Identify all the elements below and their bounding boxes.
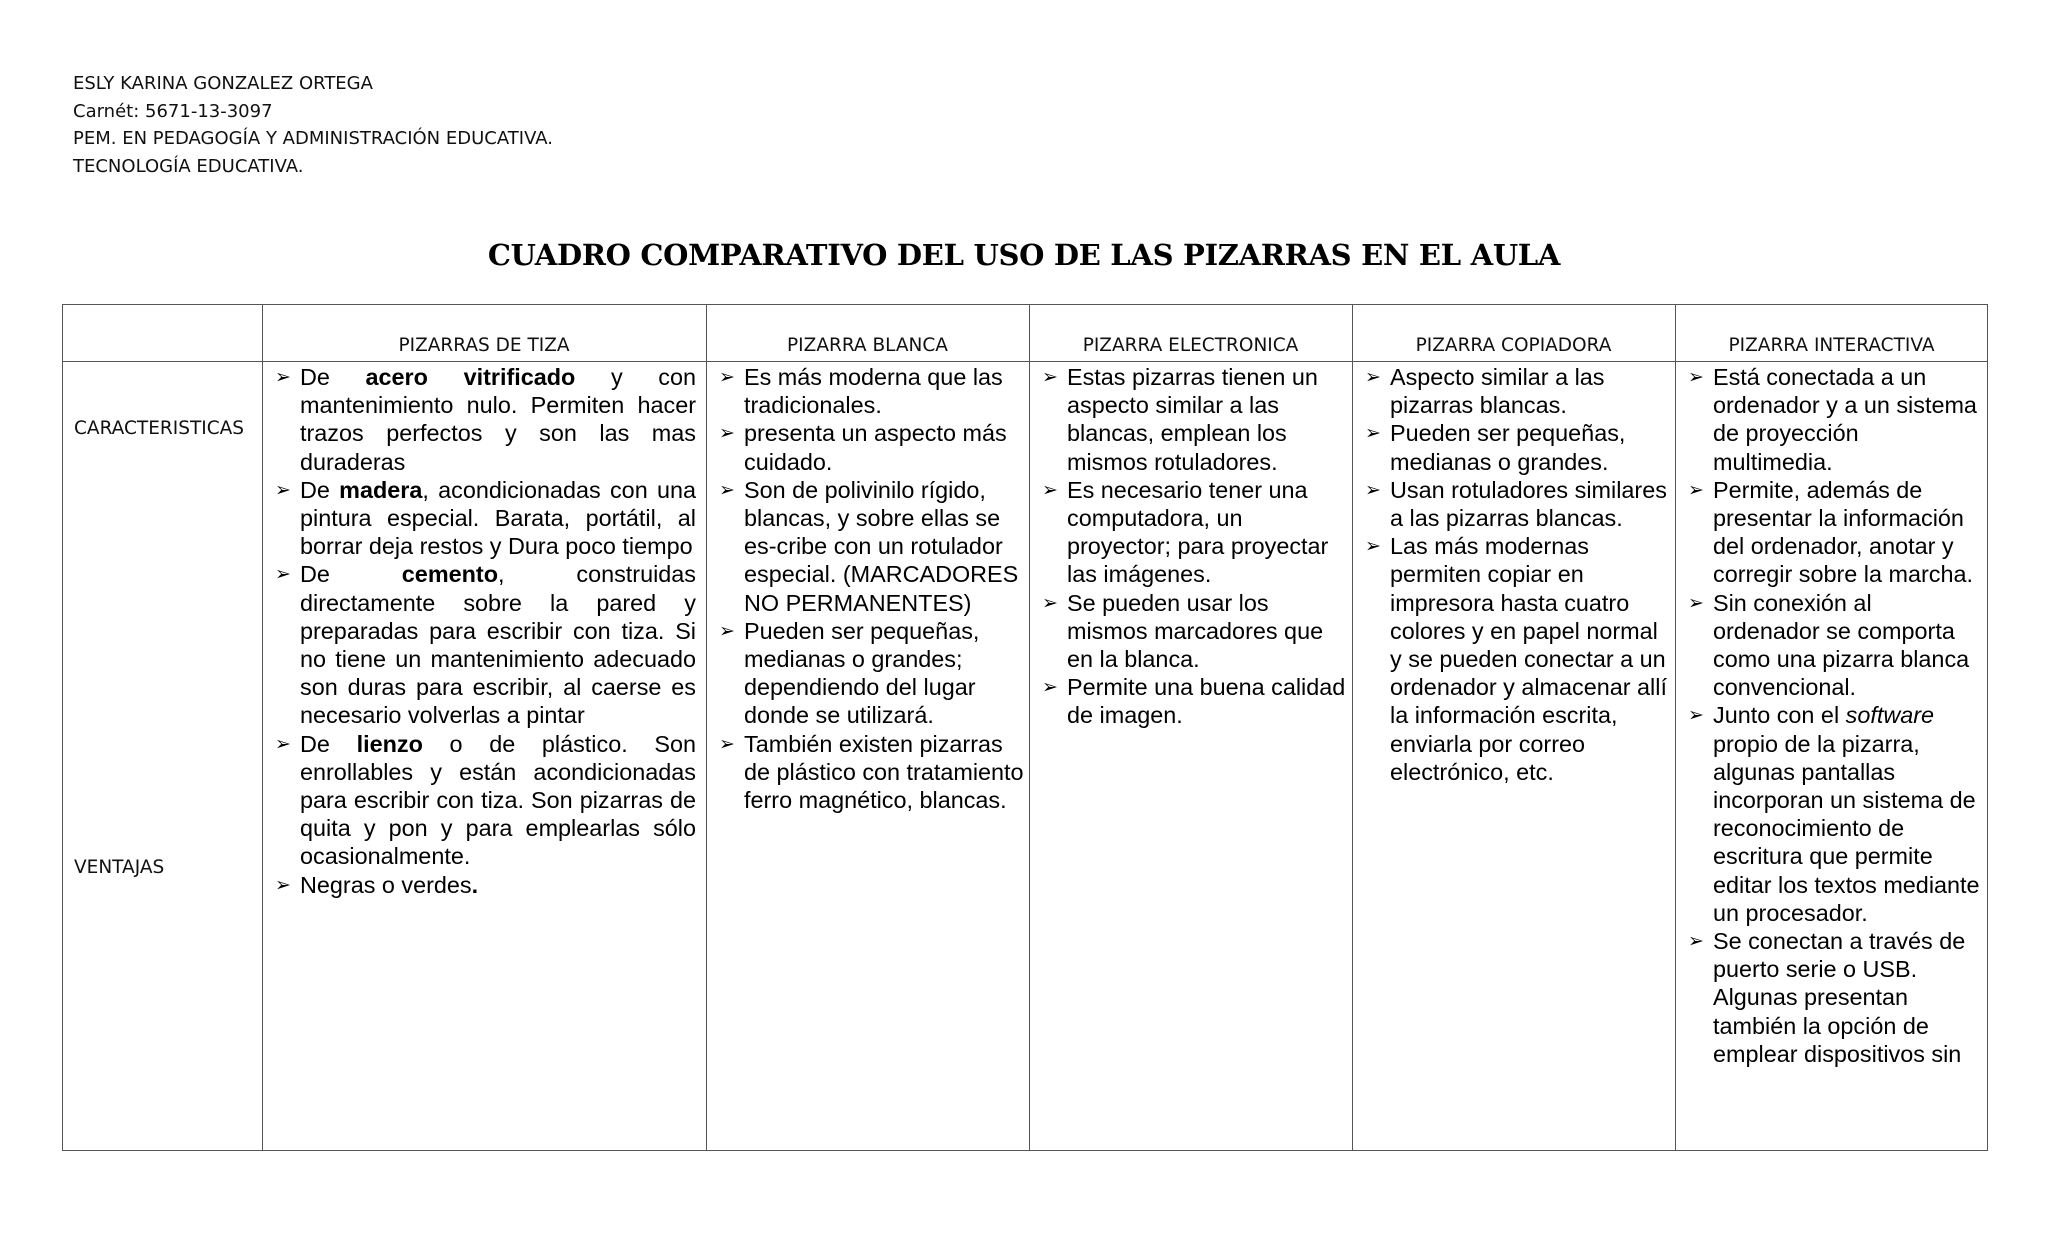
list-item (265, 363, 696, 476)
arrow-bullet-icon: ➢ (719, 366, 735, 388)
column-divider (262, 305, 263, 1150)
arrow-bullet-icon: ➢ (1365, 366, 1381, 388)
list-item-text: Son de polivinilo rígido, blancas, y sobre ellas se es-cribe con un rotulador especial. (MARCADORES NO PERMANENTES) (744, 476, 1019, 616)
copiadora-list (1355, 363, 1670, 786)
item-text-bold: madera (339, 476, 423, 503)
list-item (709, 730, 1024, 815)
item-text-plain: y con mantenimiento nulo. Permiten hacer trazos perfectos y son las mas duraderas (300, 364, 697, 475)
list-item (1678, 701, 1984, 927)
list-item-text (300, 730, 696, 871)
list-item (709, 363, 1024, 419)
column-header-electronica: PIZARRA ELECTRONICA (1082, 335, 1299, 356)
list-item-text: Pueden ser pequeñas, medianas o grandes; dependiendo del lugar donde se utilizará. (744, 617, 980, 729)
list-item (1032, 589, 1350, 674)
list-item-text (1713, 477, 1973, 588)
student-carnet: Carnét: 5671-13-3097 (73, 100, 273, 122)
list-item (265, 871, 696, 899)
arrow-bullet-icon: ➢ (1688, 366, 1704, 388)
list-item-text: También existen pizarras de plástico con tratamiento ferro magnético, blancas. (744, 730, 1024, 814)
arrow-bullet-icon: ➢ (719, 422, 735, 445)
arrow-bullet-icon: ➢ (1365, 478, 1381, 501)
column-divider (1675, 305, 1676, 1150)
program-name: PEM. EN PEDAGOGÍA Y ADMINISTRACIÓN EDUCATIVA. (73, 128, 553, 149)
list-item-text (300, 476, 696, 561)
list-item-text (1713, 702, 1980, 925)
item-text-plain: Sin conexión al ordenador se comporta como una pizarra blanca convencional. (1713, 589, 1970, 701)
column-divider (1029, 305, 1030, 1150)
item-text-plain: Permite, además de presentar la información del ordenador, anotar y corregir sobre la marcha. (1713, 476, 1973, 588)
list-item (265, 730, 696, 871)
list-item (265, 476, 696, 561)
arrow-bullet-icon: ➢ (275, 478, 291, 501)
cell-electronica (1032, 363, 1350, 730)
list-item-text: Las más modernas permiten copiar en impresora hasta cuatro colores y en papel normal y se pueden conectar a un ordenador y almacenar allí la información escrita, enviarla por correo electrónico, etc. (1390, 533, 1667, 785)
list-item (1355, 419, 1670, 475)
arrow-bullet-icon: ➢ (719, 619, 735, 642)
arrow-bullet-icon: ➢ (719, 478, 735, 501)
column-header-blanca: PIZARRA BLANCA (787, 335, 948, 356)
arrow-bullet-icon: ➢ (719, 732, 735, 755)
list-item (1678, 927, 1984, 1068)
item-text-plain: Está conectada a un ordenador y a un sistema de proyección multimedia. (1713, 364, 1977, 475)
arrow-bullet-icon: ➢ (1365, 535, 1381, 558)
arrow-bullet-icon: ➢ (1688, 591, 1704, 614)
row-label-advantages: VENTAJAS (74, 857, 165, 878)
arrow-bullet-icon: ➢ (1042, 676, 1058, 699)
list-item-text: Permite una buena calidad de imagen. (1067, 674, 1346, 729)
list-item (1032, 673, 1350, 729)
list-item (1032, 476, 1350, 589)
tiza-list (265, 363, 696, 899)
list-item-text: Aspecto similar a las pizarras blancas. (1390, 364, 1605, 419)
list-item (265, 560, 696, 729)
arrow-bullet-icon: ➢ (1042, 366, 1058, 388)
list-item (709, 476, 1024, 617)
interactiva-list (1678, 363, 1984, 1068)
list-item-text: Usan rotuladores similares a las pizarras blancas. (1390, 476, 1667, 532)
item-text-bold: cemento (401, 561, 498, 588)
list-item (1355, 476, 1670, 532)
comparison-table (62, 304, 1988, 1151)
arrow-bullet-icon: ➢ (1688, 478, 1704, 501)
column-header-interactiva: PIZARRA INTERACTIVA (1728, 335, 1935, 356)
item-text-bold: acero vitrificado (365, 364, 576, 390)
item-text-italic: software (1845, 702, 1935, 729)
list-item (709, 617, 1024, 730)
list-item-text: Se pueden usar los mismos marcadores que en la blanca. (1067, 589, 1324, 673)
list-item-text (300, 363, 696, 476)
arrow-bullet-icon: ➢ (1042, 591, 1058, 614)
arrow-bullet-icon: ➢ (275, 366, 291, 388)
row-label-characteristics: CARACTERISTICAS (74, 418, 245, 439)
column-divider (706, 305, 707, 1150)
list-item-text (1713, 364, 1977, 475)
arrow-bullet-icon: ➢ (275, 732, 291, 755)
column-header-tiza: PIZARRAS DE TIZA (398, 335, 570, 356)
item-text-bold: . (471, 871, 479, 898)
list-item (1678, 476, 1984, 589)
list-item-text (300, 871, 696, 899)
item-text-plain: De (300, 476, 340, 503)
student-name: ESLY KARINA GONZALEZ ORTEGA (73, 73, 373, 94)
column-divider (1352, 305, 1353, 1150)
header-row-divider (63, 361, 1987, 362)
arrow-bullet-icon: ➢ (275, 563, 291, 586)
list-item (1032, 363, 1350, 476)
cell-blanca (709, 363, 1024, 814)
item-text-bold: lienzo (356, 730, 423, 757)
item-text-plain: Junto con el (1713, 702, 1846, 729)
list-item (1355, 363, 1670, 419)
blanca-list (709, 363, 1024, 814)
list-item-text: Estas pizarras tienen un aspecto similar a las blancas, emplean los mismos rotuladores. (1067, 364, 1318, 475)
item-text-plain: o de plástico. Son enrollables y están acondicionadas para escribir con tiza. Son pizarras de quita y pon y para emplearlas sólo ocasionalmente. (300, 730, 696, 870)
arrow-bullet-icon: ➢ (275, 873, 291, 896)
list-item-text: presenta un aspecto más cuidado. (744, 420, 1007, 475)
list-item-text: Es más moderna que las tradicionales. (744, 364, 1003, 419)
list-item-text (1713, 590, 1969, 701)
document-title: CUADRO COMPARATIVO DEL USO DE LAS PIZARRAS EN EL AULA (487, 238, 1561, 272)
arrow-bullet-icon: ➢ (1688, 704, 1704, 727)
cell-copiadora (1355, 363, 1670, 786)
item-text-plain: propio de la pizarra, algunas pantallas incorporan un sistema de reconocimiento de escritura que permite editar los textos mediante un procesador. (1713, 730, 1980, 926)
item-text-plain: Se conectan a través de puerto serie o USB. Algunas presentan también la opción de emplear dispositivos sin (1713, 928, 1966, 1067)
item-text-plain: De (300, 730, 357, 757)
item-text-plain: De (300, 561, 402, 588)
cell-interactiva (1678, 363, 1984, 1152)
list-item (709, 419, 1024, 475)
arrow-bullet-icon: ➢ (1365, 422, 1381, 445)
list-item (1355, 532, 1670, 786)
item-text-plain: De (300, 364, 366, 390)
electronica-list (1032, 363, 1350, 730)
list-item-text (1713, 928, 1965, 1067)
list-item-text (300, 560, 696, 729)
list-item-text: Pueden ser pequeñas, medianas o grandes. (1390, 420, 1626, 475)
student-header (73, 70, 553, 180)
column-header-copiadora: PIZARRA COPIADORA (1415, 335, 1612, 356)
arrow-bullet-icon: ➢ (1042, 478, 1058, 501)
course-name: TECNOLOGÍA EDUCATIVA. (73, 155, 304, 177)
list-item (1678, 589, 1984, 702)
arrow-bullet-icon: ➢ (1688, 930, 1704, 953)
list-item (1678, 363, 1984, 476)
item-text-plain: , acondicionadas con una pintura especial. Barata, portátil, al borrar deja restos y Dura poco tiempo (300, 476, 696, 560)
item-text-plain: Negras o verdes (300, 871, 472, 898)
list-item-text: Es necesario tener una computadora, un proyector; para proyectar las imágenes. (1067, 476, 1329, 588)
cell-tiza (265, 363, 696, 899)
item-text-plain: , construidas directamente sobre la pared y preparadas para escribir con tiza. Si no tiene un mantenimiento adecuado son duras para escribir, al caerse es necesario volverlas a pintar (300, 561, 696, 729)
